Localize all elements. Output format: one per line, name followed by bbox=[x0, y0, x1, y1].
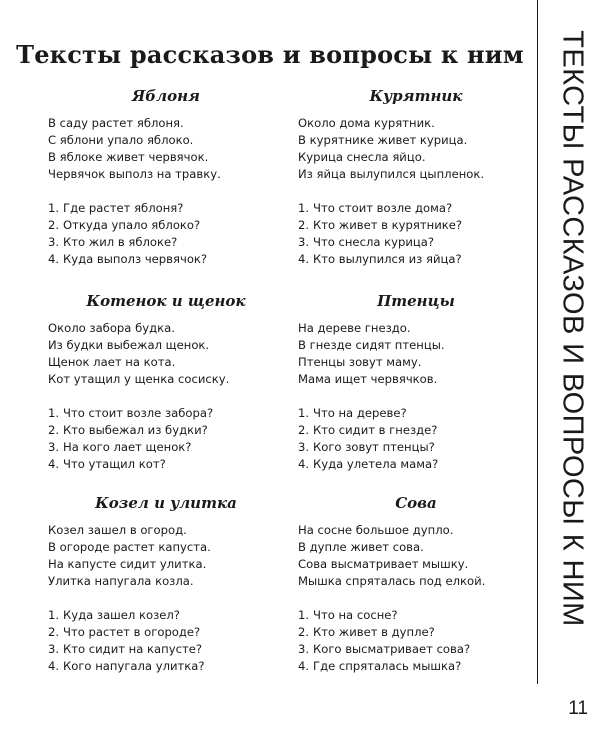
question-number: 4. bbox=[298, 457, 310, 471]
question-item bbox=[48, 624, 284, 641]
page-title: Тексты рассказов и вопросы к ним bbox=[16, 40, 524, 69]
story-line: Мама ищет червячков. bbox=[298, 372, 438, 386]
question-item bbox=[48, 607, 284, 624]
story-line: Червячок выполз на травку. bbox=[48, 167, 221, 181]
question-number: 1. bbox=[48, 406, 60, 420]
question-number: 2. bbox=[298, 218, 310, 232]
story-line: С яблони упало яблоко. bbox=[48, 133, 194, 147]
story-title: Козел и улитка bbox=[95, 494, 237, 512]
question-item bbox=[48, 405, 284, 422]
story-text bbox=[298, 115, 534, 183]
question-text: Что утащил кот? bbox=[63, 457, 166, 471]
question-item bbox=[298, 439, 534, 456]
question-item bbox=[48, 456, 284, 473]
question-item bbox=[298, 641, 534, 658]
question-number: 2. bbox=[48, 218, 60, 232]
question-text: Что на дереве? bbox=[313, 406, 407, 420]
story-block bbox=[298, 292, 534, 473]
question-text: Кто жил в яблоке? bbox=[63, 235, 178, 249]
question-text: Куда зашел козел? bbox=[63, 608, 180, 622]
story-title: Яблоня bbox=[132, 87, 200, 105]
story-text bbox=[48, 522, 284, 590]
story-title: Птенцы bbox=[377, 292, 455, 310]
story-text bbox=[298, 522, 534, 590]
story-line: На капусте сидит улитка. bbox=[48, 557, 207, 571]
story-title: Сова bbox=[395, 494, 437, 512]
question-item bbox=[298, 405, 534, 422]
question-text: Кто живет в курятнике? bbox=[313, 218, 463, 232]
question-item bbox=[298, 251, 534, 268]
story-line: На дереве гнездо. bbox=[298, 321, 411, 335]
page-number: 11 bbox=[568, 698, 588, 719]
question-number: 2. bbox=[48, 423, 60, 437]
story-line: В дупле живет сова. bbox=[298, 540, 424, 554]
question-number: 3. bbox=[298, 642, 310, 656]
question-text: Кто сидит на капусте? bbox=[63, 642, 202, 656]
question-number: 1. bbox=[298, 201, 310, 215]
story-line: В огороде растет капуста. bbox=[48, 540, 211, 554]
question-item bbox=[48, 439, 284, 456]
question-text: Кто живет в дупле? bbox=[313, 625, 435, 639]
story-block bbox=[48, 292, 284, 473]
question-item bbox=[298, 200, 534, 217]
question-item bbox=[48, 234, 284, 251]
story-line: Кот утащил у щенка сосиску. bbox=[48, 372, 230, 386]
question-item bbox=[298, 624, 534, 641]
story-block bbox=[48, 87, 284, 268]
question-item bbox=[298, 658, 534, 675]
question-list bbox=[298, 607, 534, 675]
question-text: Кто сидит в гнезде? bbox=[313, 423, 438, 437]
question-text: Где спряталась мышка? bbox=[313, 659, 462, 673]
question-item bbox=[48, 422, 284, 439]
story-line: В яблоке живет червячок. bbox=[48, 150, 209, 164]
story-line: В гнезде сидят птенцы. bbox=[298, 338, 445, 352]
question-text: Что стоит возле забора? bbox=[63, 406, 214, 420]
question-text: Где растет яблоня? bbox=[63, 201, 184, 215]
story-block bbox=[298, 494, 534, 675]
question-number: 3. bbox=[48, 235, 60, 249]
question-text: Что стоит возле дома? bbox=[313, 201, 453, 215]
question-item bbox=[48, 200, 284, 217]
story-line: Козел зашел в огород. bbox=[48, 523, 187, 537]
sidebar bbox=[537, 0, 600, 684]
question-text: Откуда упало яблоко? bbox=[63, 218, 201, 232]
question-list bbox=[298, 200, 534, 268]
story-text bbox=[48, 115, 284, 183]
story-title: Курятник bbox=[369, 87, 463, 105]
story-line: Улитка напугала козла. bbox=[48, 574, 194, 588]
question-item bbox=[48, 641, 284, 658]
story-line: Сова высматривает мышку. bbox=[298, 557, 469, 571]
story-line: Из яйца вылупился цыпленок. bbox=[298, 167, 485, 181]
question-item bbox=[48, 251, 284, 268]
story-text bbox=[298, 320, 534, 388]
story-block bbox=[48, 494, 284, 675]
question-text: Что снесла курица? bbox=[313, 235, 435, 249]
question-text: Кого зовут птенцы? bbox=[313, 440, 435, 454]
question-number: 1. bbox=[298, 406, 310, 420]
story-line: Около забора будка. bbox=[48, 321, 175, 335]
story-line: В курятнике живет курица. bbox=[298, 133, 468, 147]
question-item bbox=[298, 234, 534, 251]
question-list bbox=[48, 607, 284, 675]
question-number: 4. bbox=[48, 252, 60, 266]
question-number: 1. bbox=[48, 201, 60, 215]
story-line: Около дома курятник. bbox=[298, 116, 435, 130]
story-line: Курица снесла яйцо. bbox=[298, 150, 426, 164]
question-list bbox=[48, 200, 284, 268]
question-number: 4. bbox=[48, 659, 60, 673]
question-number: 4. bbox=[298, 252, 310, 266]
question-number: 3. bbox=[298, 235, 310, 249]
question-text: Что растет в огороде? bbox=[63, 625, 201, 639]
question-number: 4. bbox=[298, 659, 310, 673]
question-text: На кого лает щенок? bbox=[63, 440, 192, 454]
question-number: 2. bbox=[298, 625, 310, 639]
question-number: 3. bbox=[48, 440, 60, 454]
story-title: Котенок и щенок bbox=[86, 292, 246, 310]
question-item bbox=[298, 422, 534, 439]
story-block bbox=[298, 87, 534, 268]
question-text: Куда улетела мама? bbox=[313, 457, 439, 471]
question-item bbox=[298, 456, 534, 473]
question-number: 1. bbox=[48, 608, 60, 622]
question-text: Кого высматривает сова? bbox=[313, 642, 471, 656]
question-text: Кто вылупился из яйца? bbox=[313, 252, 462, 266]
question-item bbox=[48, 217, 284, 234]
question-number: 1. bbox=[298, 608, 310, 622]
question-number: 4. bbox=[48, 457, 60, 471]
question-item bbox=[48, 658, 284, 675]
question-number: 2. bbox=[48, 625, 60, 639]
question-number: 3. bbox=[298, 440, 310, 454]
question-text: Куда выполз червячок? bbox=[63, 252, 208, 266]
question-number: 2. bbox=[298, 423, 310, 437]
story-text bbox=[48, 320, 284, 388]
question-list bbox=[48, 405, 284, 473]
question-text: Кто выбежал из будки? bbox=[63, 423, 208, 437]
question-list bbox=[298, 405, 534, 473]
story-line: Мышка спряталась под елкой. bbox=[298, 574, 486, 588]
side-title: ТЕКСТЫ РАССКАЗОВ И ВОПРОСЫ К НИМ bbox=[556, 30, 589, 627]
story-line: На сосне большое дупло. bbox=[298, 523, 454, 537]
story-line: Щенок лает на кота. bbox=[48, 355, 176, 369]
question-item bbox=[298, 607, 534, 624]
question-item bbox=[298, 217, 534, 234]
story-line: В саду растет яблоня. bbox=[48, 116, 184, 130]
story-line: Из будки выбежал щенок. bbox=[48, 338, 210, 352]
question-number: 3. bbox=[48, 642, 60, 656]
question-text: Кого напугала улитка? bbox=[63, 659, 205, 673]
question-text: Что на сосне? bbox=[313, 608, 398, 622]
story-line: Птенцы зовут маму. bbox=[298, 355, 422, 369]
